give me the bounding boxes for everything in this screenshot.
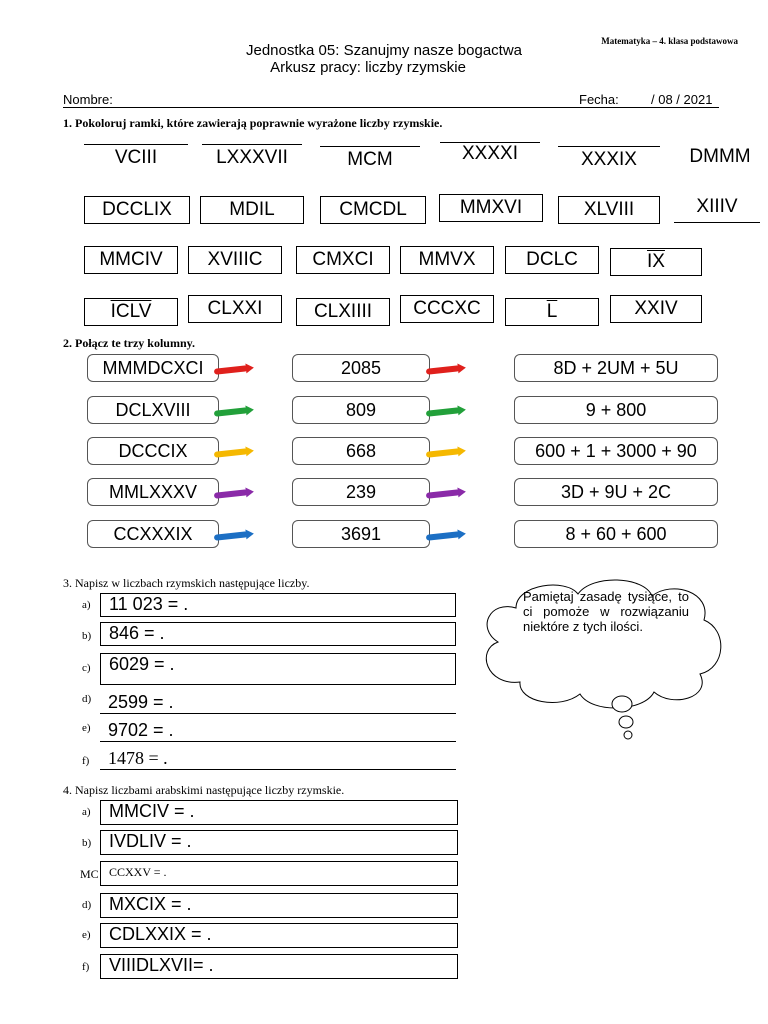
task4-label: a): [82, 806, 91, 818]
task3-label: f): [82, 755, 90, 767]
roman-numeral-box[interactable]: DCLXVIII: [87, 396, 219, 424]
task1-frame[interactable]: CCCXC: [400, 295, 494, 323]
worksheet-unit-title: Jednostka 05: Szanujmy nasze bogactwa: [246, 42, 522, 59]
task3-answer-field[interactable]: 11 023 = .: [100, 593, 456, 617]
task3-label: b): [82, 630, 92, 642]
arabic-number-box[interactable]: 239: [292, 478, 430, 506]
arabic-number-box[interactable]: 809: [292, 396, 430, 424]
task1-frame[interactable]: XXIV: [610, 295, 702, 323]
decomposition-box[interactable]: 3D + 9U + 2C: [514, 478, 718, 506]
arabic-number-box[interactable]: 2085: [292, 354, 430, 382]
task4-answer-field[interactable]: CDLXXIX = .: [100, 923, 458, 948]
decomposition-box[interactable]: 8 + 60 + 600: [514, 520, 718, 548]
color-pencil-icon: [426, 448, 460, 458]
roman-numeral-box[interactable]: DCCCIX: [87, 437, 219, 465]
task4-label: e): [82, 929, 91, 941]
task1-frame[interactable]: MCM: [320, 146, 420, 175]
worksheet-subtitle: Arkusz pracy: liczby rzymskie: [270, 59, 466, 76]
overlined-text: VIIIDLXVII= .: [109, 955, 214, 975]
decomposition-box[interactable]: 600 + 1 + 3000 + 90: [514, 437, 718, 465]
task3-label: e): [82, 722, 91, 734]
task1-frame[interactable]: CMCDL: [320, 196, 426, 224]
task1-frame[interactable]: MMXVI: [439, 194, 543, 222]
color-pencil-icon: [426, 407, 460, 417]
task1-frame[interactable]: LXXXVII: [202, 144, 302, 173]
task1-frame[interactable]: DCCLIX: [84, 196, 190, 224]
task1-frame[interactable]: MMCIV: [84, 246, 178, 274]
task1-frame[interactable]: XXXXI: [440, 142, 540, 169]
subject-header: Matematyka – 4. klasa podstawowa: [601, 36, 738, 46]
task1-frame[interactable]: ICLV: [84, 298, 178, 326]
roman-numeral-box[interactable]: MMMDCXCI: [87, 354, 219, 382]
task4-label: MC: [80, 867, 99, 881]
task4-label: b): [82, 837, 92, 849]
arabic-number-box[interactable]: 3691: [292, 520, 430, 548]
task4-answer-field[interactable]: [100, 954, 458, 979]
color-pencil-icon: [426, 365, 460, 375]
task1-frame[interactable]: XLVIII: [558, 196, 660, 224]
task3-answer-field[interactable]: 846 = .: [100, 622, 456, 646]
task4-answer-field[interactable]: CCXXV = .: [100, 861, 458, 886]
task3-instruction: 3. Napisz w liczbach rzymskich następujące liczby.: [63, 576, 310, 590]
task3-answer-field[interactable]: 9702 = .: [100, 720, 456, 742]
task1-instruction: 1. Pokoloruj ramki, które zawierają poprawnie wyrażone liczby rzymskie.: [63, 116, 443, 130]
task1-frame[interactable]: XVIIIC: [188, 246, 282, 274]
arabic-number-box[interactable]: 668: [292, 437, 430, 465]
decomposition-box[interactable]: 8D + 2UM + 5U: [514, 354, 718, 382]
task1-frame[interactable]: $\overline{IX}$: [610, 248, 702, 276]
task3-answer-field[interactable]: 1478 = .: [100, 748, 456, 770]
task1-frame[interactable]: XXXIX: [558, 146, 660, 175]
task1-frame[interactable]: $\overline{L}$: [505, 298, 599, 326]
task4-instruction: 4. Napisz liczbami arabskimi następujące liczby rzymskie.: [63, 783, 345, 797]
task1-frame[interactable]: CLXIIII: [296, 298, 390, 326]
task3-label: a): [82, 599, 91, 611]
task1-frame[interactable]: MMVX: [400, 246, 494, 274]
name-date-line[interactable]: [63, 92, 719, 108]
task1-frame[interactable]: CLXXI: [188, 295, 282, 323]
task3-label: d): [82, 693, 92, 705]
roman-numeral-box[interactable]: CCXXXIX: [87, 520, 219, 548]
task3-answer-field[interactable]: 6029 = .: [100, 653, 456, 685]
task1-frame[interactable]: VCIII: [84, 144, 188, 173]
task4-label: f): [82, 961, 90, 973]
date-label: Fecha:: [579, 92, 619, 107]
task1-frame[interactable]: DMMM: [689, 146, 751, 167]
decomposition-box[interactable]: 9 + 800: [514, 396, 718, 424]
date-value: / 08 / 2021: [651, 92, 713, 107]
name-label: Nombre:: [63, 92, 113, 107]
color-pencil-icon: [426, 489, 460, 499]
task4-answer-field[interactable]: IVDLIV = .: [100, 830, 458, 855]
task3-answer-field[interactable]: 2599 = .: [100, 692, 456, 714]
roman-numeral-box[interactable]: MMLXXXV: [87, 478, 219, 506]
task1-frame[interactable]: CMXCI: [296, 246, 390, 274]
cloud-hint-text: Pamiętaj zasadę tysiące, to ci pomoże w rozwiązaniu niektóre z tych ilości.: [523, 589, 689, 634]
task1-frame[interactable]: DCLC: [505, 246, 599, 274]
task1-frame[interactable]: XIIIV: [674, 196, 760, 223]
color-pencil-icon: [426, 531, 460, 541]
task2-instruction: 2. Połącz te trzy kolumny.: [63, 336, 195, 350]
task4-label: d): [82, 899, 92, 911]
task3-label: c): [82, 662, 91, 674]
task1-frame[interactable]: MDIL: [200, 196, 304, 224]
task4-answer-field[interactable]: MXCIX = .: [100, 893, 458, 918]
task4-answer-field[interactable]: MMCIV = .: [100, 800, 458, 825]
